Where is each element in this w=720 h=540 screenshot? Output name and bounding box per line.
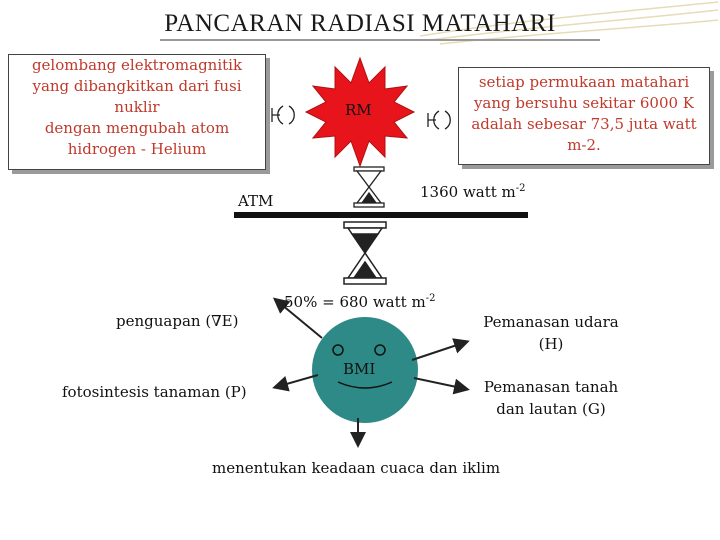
air-heating-line: Pemanasan udara bbox=[483, 313, 619, 331]
right-connector-icon bbox=[428, 111, 450, 129]
right-box-line: yang bersuhu sekitar 6000 K bbox=[473, 94, 695, 112]
large-hourglass-icon bbox=[344, 222, 386, 284]
left-box-line: gelombang elektromagnitik bbox=[31, 56, 243, 74]
air-heating-label bbox=[476, 311, 626, 355]
flux-half-label: 50% = 680 watt $m^{-2}$ bbox=[284, 293, 436, 311]
page-title: PANCARAN RADIASI MATAHARI bbox=[164, 10, 556, 37]
left-box-line: yang dibangkitkan dari fusi bbox=[32, 77, 242, 95]
right-info-box bbox=[458, 67, 710, 165]
right-box-line: setiap permukaan matahari bbox=[478, 73, 690, 91]
atmosphere-bar bbox=[234, 212, 528, 218]
ground-heating-line: dan lautan (G) bbox=[496, 400, 606, 418]
right-box-line: adalah sebesar 73,5 juta watt bbox=[471, 115, 697, 133]
conclusion-label: menentukan keadaan cuaca dan iklim bbox=[212, 459, 501, 477]
left-info-box bbox=[8, 54, 266, 170]
ground-heating-line: Pemanasan tanah bbox=[483, 378, 619, 396]
small-hourglass-icon bbox=[354, 167, 384, 207]
left-box-line: nuklir bbox=[114, 98, 160, 116]
left-box-line: dengan mengubah atom bbox=[44, 119, 230, 137]
arrow-ground-heating bbox=[414, 378, 466, 389]
left-box-line: hidrogen - Helium bbox=[67, 140, 207, 158]
flux-top-label: 1360 watt $m^{-2}$ bbox=[420, 183, 526, 201]
atm-label: ATM bbox=[238, 192, 274, 210]
arrow-air-heating bbox=[412, 342, 466, 360]
bmi-label: BMI bbox=[343, 360, 376, 378]
evaporation-label: penguapan (∇E) bbox=[116, 312, 239, 330]
arrow-photosynthesis bbox=[276, 375, 318, 387]
sun-label: RM bbox=[345, 101, 372, 119]
bmi-right-eye bbox=[375, 345, 385, 355]
photosynthesis-label: fotosintesis tanaman (P) bbox=[62, 383, 247, 401]
ground-heating-label bbox=[476, 376, 626, 420]
right-box-line: m-2. bbox=[567, 136, 601, 154]
bmi-left-eye bbox=[333, 345, 343, 355]
left-connector-icon bbox=[272, 106, 294, 124]
air-heating-line: (H) bbox=[538, 335, 564, 353]
